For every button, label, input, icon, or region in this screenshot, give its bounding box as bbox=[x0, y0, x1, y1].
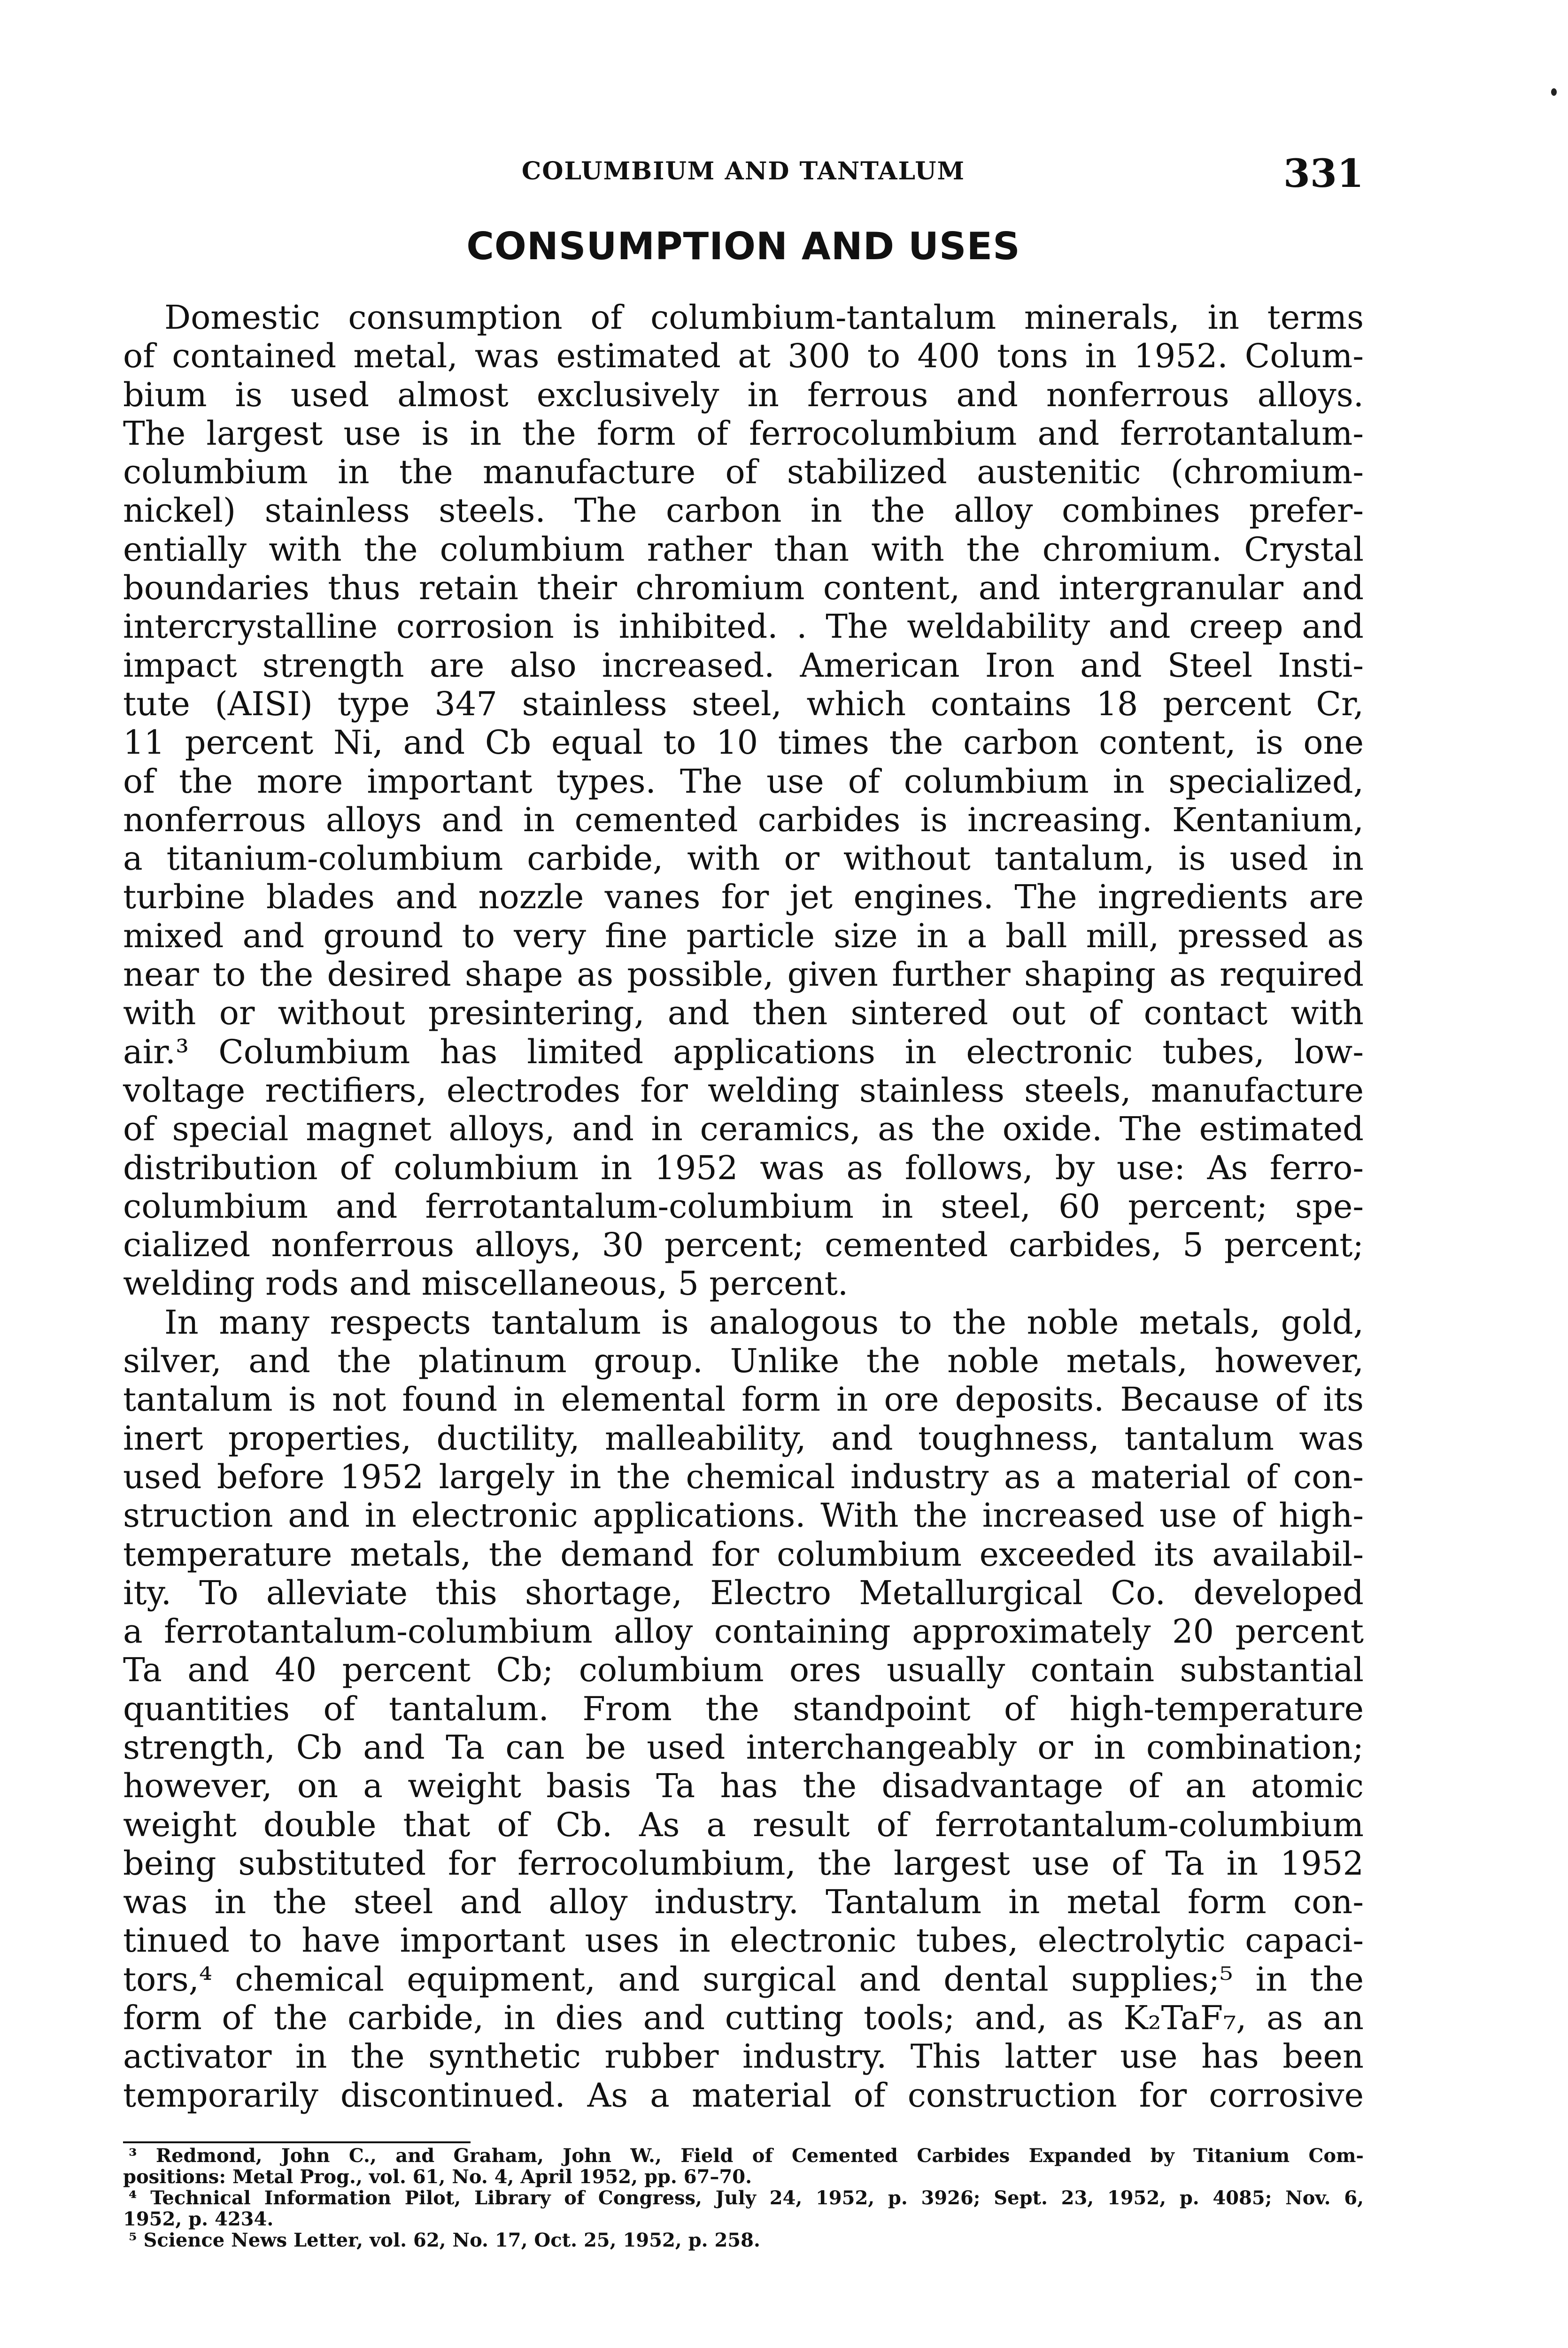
footnote-line: ³ Redmond, John C., and Graham, John W., Field of Cemented Carbides Expanded by Titanium Com- bbox=[129, 2145, 1364, 2167]
footnote-line: ⁴ Technical Information Pilot, Library of Congress, July 24, 1952, p. 3926; Sept. 23, 1952, p. 4085; Nov. 6, bbox=[129, 2187, 1364, 2209]
body-line: was in the steel and alloy industry. Tantalum in metal form con- bbox=[123, 1883, 1364, 1922]
page-number: 331 bbox=[1283, 151, 1364, 196]
footnote-line: 1952, p. 4234. bbox=[123, 2208, 274, 2230]
footnote-line: positions: Metal Prog., vol. 61, No. 4, April 1952, pp. 67–70. bbox=[123, 2166, 752, 2188]
body-line: Ta and 40 percent Cb; columbium ores usually contain substantial bbox=[123, 1651, 1364, 1690]
body-line: temperature metals, the demand for columbium exceeded its availabil- bbox=[123, 1535, 1364, 1574]
body-line: nonferrous alloys and in cemented carbides is increasing. Kentanium, bbox=[123, 800, 1364, 839]
running-head bbox=[123, 151, 1364, 196]
body-line: distribution of columbium in 1952 was as follows, by use: As ferro- bbox=[123, 1148, 1364, 1187]
body-line: intercrystalline corrosion is inhibited. . The weldability and creep and bbox=[123, 607, 1364, 646]
scan-speck bbox=[1551, 88, 1557, 96]
body-line: quantities of tantalum. From the standpoint of high-temperature bbox=[123, 1689, 1364, 1728]
footnote-line: ⁵ Science News Letter, vol. 62, No. 17, Oct. 25, 1952, p. 258. bbox=[129, 2229, 760, 2251]
body-line: In many respects tantalum is analogous to the noble metals, gold, bbox=[164, 1303, 1364, 1342]
body-line: Domestic consumption of columbium-tantalum minerals, in terms bbox=[164, 298, 1364, 337]
body-line: of the more important types. The use of columbium in specialized, bbox=[123, 762, 1364, 801]
body-line: tinued to have important uses in electronic tubes, electrolytic capaci- bbox=[123, 1921, 1364, 1960]
body-line: columbium and ferrotantalum-columbium in steel, 60 percent; spe- bbox=[123, 1187, 1364, 1226]
running-title: COLUMBIUM AND TANTALUM bbox=[521, 157, 966, 185]
body-line: inert properties, ductility, malleability, and toughness, tantalum was bbox=[123, 1419, 1364, 1458]
body-line: impact strength are also increased. American Iron and Steel Insti- bbox=[123, 646, 1364, 685]
body-line: form of the carbide, in dies and cutting tools; and, as K₂TaF₇, as an bbox=[123, 1999, 1364, 2038]
body-line: cialized nonferrous alloys, 30 percent; cemented carbides, 5 percent; bbox=[123, 1226, 1364, 1265]
body-line: bium is used almost exclusively in ferrous and nonferrous alloys. bbox=[123, 375, 1364, 414]
body-line: weight double that of Cb. As a result of ferrotantalum-columbium bbox=[123, 1805, 1364, 1844]
body-line: strength, Cb and Ta can be used interchangeably or in combination; bbox=[123, 1728, 1364, 1767]
footnotes bbox=[123, 2145, 1364, 2251]
body-line: a ferrotantalum-columbium alloy containing approximately 20 percent bbox=[123, 1612, 1364, 1651]
body-line: with or without presintering, and then sintered out of contact with bbox=[123, 994, 1364, 1033]
body-line: columbium in the manufacture of stabilized austenitic (chromium- bbox=[123, 453, 1364, 492]
body-line: turbine blades and nozzle vanes for jet engines. The ingredients are bbox=[123, 878, 1364, 917]
body-line: silver, and the platinum group. Unlike the noble metals, however, bbox=[123, 1342, 1364, 1381]
body-line: voltage rectifiers, electrodes for welding stainless steels, manufacture bbox=[123, 1071, 1364, 1110]
body-line: near to the desired shape as possible, given further shaping as required bbox=[123, 955, 1364, 994]
body-line: a titanium-columbium carbide, with or without tantalum, is used in bbox=[123, 839, 1364, 878]
body-line: however, on a weight basis Ta has the disadvantage of an atomic bbox=[123, 1767, 1364, 1806]
body-text bbox=[123, 298, 1364, 2115]
body-line: of contained metal, was estimated at 300 to 400 tons in 1952. Colum- bbox=[123, 337, 1364, 376]
body-line: tors,⁴ chemical equipment, and surgical and dental supplies;⁵ in the bbox=[123, 1960, 1364, 1999]
footnote-divider bbox=[123, 2141, 471, 2143]
body-line: entially with the columbium rather than with the chromium. Crystal bbox=[123, 530, 1364, 569]
body-line: being substituted for ferrocolumbium, the largest use of Ta in 1952 bbox=[123, 1844, 1364, 1883]
body-line: 11 percent Ni, and Cb equal to 10 times the carbon content, is one bbox=[123, 723, 1364, 762]
body-line: boundaries thus retain their chromium content, and intergranular and bbox=[123, 569, 1364, 608]
body-line: temporarily discontinued. As a material of construction for corrosive bbox=[123, 2076, 1364, 2115]
body-line: ity. To alleviate this shortage, Electro Metallurgical Co. developed bbox=[123, 1573, 1364, 1612]
body-line: tantalum is not found in elemental form in ore deposits. Because of its bbox=[123, 1380, 1364, 1419]
body-line: The largest use is in the form of ferrocolumbium and ferrotantalum- bbox=[123, 414, 1364, 453]
body-line: welding rods and miscellaneous, 5 percent. bbox=[123, 1264, 849, 1303]
body-line: tute (AISI) type 347 stainless steel, which contains 18 percent Cr, bbox=[123, 684, 1364, 723]
section-heading: CONSUMPTION AND USES bbox=[466, 224, 1020, 268]
body-line: nickel) stainless steels. The carbon in the alloy combines prefer- bbox=[123, 491, 1364, 530]
body-line: air.³ Columbium has limited applications in electronic tubes, low- bbox=[123, 1032, 1364, 1071]
body-line: of special magnet alloys, and in ceramics, as the oxide. The estimated bbox=[123, 1110, 1364, 1149]
body-line: mixed and ground to very fine particle size in a ball mill, pressed as bbox=[123, 916, 1364, 955]
body-line: used before 1952 largely in the chemical industry as a material of con- bbox=[123, 1457, 1364, 1496]
body-line: activator in the synthetic rubber industry. This latter use has been bbox=[123, 2037, 1364, 2076]
body-line: struction and in electronic applications. With the increased use of high- bbox=[123, 1496, 1364, 1535]
